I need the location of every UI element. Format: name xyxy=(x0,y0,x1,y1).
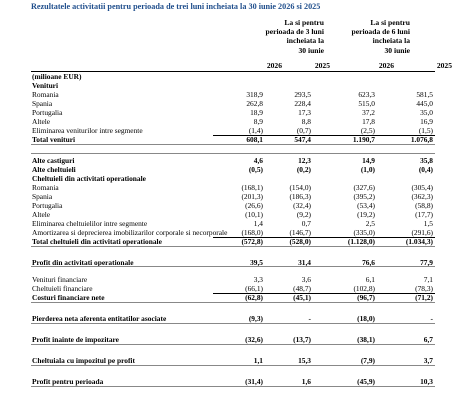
row-value: (102,8) xyxy=(353,284,375,293)
row-value: (66,1) xyxy=(245,284,263,293)
table-row xyxy=(31,201,435,210)
table-row xyxy=(31,192,435,201)
table-row xyxy=(31,284,435,293)
row-value: (26,6) xyxy=(245,201,263,210)
row-label: Romania xyxy=(32,183,59,192)
row-value: (18,0) xyxy=(357,314,375,323)
row-value: 4,6 xyxy=(253,156,263,165)
row-value: (528,0) xyxy=(289,237,311,246)
row-value: 262,8 xyxy=(246,99,263,108)
row-label: Portugalia xyxy=(32,108,63,117)
row-value: 39,5 xyxy=(250,258,263,267)
row-value: 17,8 xyxy=(362,117,375,126)
table-row xyxy=(31,228,435,237)
row-value: 6,7 xyxy=(423,335,433,344)
row-value: (186,3) xyxy=(289,192,311,201)
row-value: 17,3 xyxy=(298,108,311,117)
row-value: (32,6) xyxy=(245,335,263,344)
row-label: Venituri xyxy=(32,81,59,90)
row-value: (1,5) xyxy=(418,126,433,135)
row-value: (38,1) xyxy=(357,335,375,344)
section-rule xyxy=(31,246,435,247)
row-label: Amortizarea si deprecierea imobilizarilor corporale si necorporale xyxy=(32,228,228,237)
row-value: (1,4) xyxy=(248,126,263,135)
row-value: 6,1 xyxy=(365,275,375,284)
row-value: (0,4) xyxy=(418,165,433,174)
row-label: Cheltuieli financiare xyxy=(32,284,93,293)
row-value: (7,9) xyxy=(360,356,375,365)
row-value: (146,7) xyxy=(289,228,311,237)
row-value: (96,7) xyxy=(357,293,375,302)
row-label: Costuri financiare nete xyxy=(32,293,105,302)
row-value: 1,4 xyxy=(253,219,263,228)
row-value: (362,3) xyxy=(411,192,433,201)
table-row xyxy=(31,293,435,302)
section-rule xyxy=(31,323,435,324)
row-value: 8,9 xyxy=(253,117,263,126)
row-value: (32,4) xyxy=(293,201,311,210)
section-rule xyxy=(31,153,435,154)
row-value: (71,2) xyxy=(415,293,433,302)
row-label: Portugalia xyxy=(32,201,63,210)
table-row xyxy=(31,335,435,344)
table-row xyxy=(31,275,435,284)
year-header: 2025 xyxy=(314,61,330,70)
table-row xyxy=(31,108,435,117)
row-value: 318,9 xyxy=(246,90,263,99)
row-value: (305,4) xyxy=(411,183,433,192)
row-value: 293,5 xyxy=(294,90,311,99)
row-value: 608,1 xyxy=(246,135,263,144)
row-value: (154,0) xyxy=(289,183,311,192)
table-row xyxy=(31,135,435,144)
row-label: Pierderea neta aferenta entitatilor asociate xyxy=(32,314,167,323)
table-row xyxy=(31,210,435,219)
row-value: (17,7) xyxy=(415,210,433,219)
table-row xyxy=(31,117,435,126)
table-row xyxy=(31,165,435,174)
row-value: (9,2) xyxy=(296,210,311,219)
table-row xyxy=(31,72,435,81)
row-value: (1,0) xyxy=(360,165,375,174)
row-label: Eliminarea veniturilor intre segmente xyxy=(32,126,143,135)
row-value: (201,3) xyxy=(241,192,263,201)
row-value: (62,8) xyxy=(245,293,263,302)
row-label: (milioane EUR) xyxy=(32,72,82,81)
section-rule xyxy=(31,344,435,345)
row-value: 228,4 xyxy=(294,99,311,108)
row-value: 77,9 xyxy=(420,258,433,267)
row-value: (13,7) xyxy=(293,335,311,344)
row-value: (327,6) xyxy=(353,183,375,192)
table-row xyxy=(31,156,435,165)
row-label: Cheltuiala cu impozitul pe profit xyxy=(32,356,135,365)
table-row xyxy=(31,126,435,135)
row-value: (168,1) xyxy=(241,183,263,192)
row-value: 3,3 xyxy=(253,275,263,284)
row-value: (572,8) xyxy=(241,237,263,246)
row-value: 76,6 xyxy=(362,258,375,267)
table-row xyxy=(31,174,435,183)
section-rule xyxy=(31,386,435,387)
table-row xyxy=(31,90,435,99)
row-value: (58,8) xyxy=(415,201,433,210)
table-row xyxy=(31,377,435,386)
row-value: 16,9 xyxy=(420,117,433,126)
row-label: Altele xyxy=(32,210,51,219)
row-value: - xyxy=(430,314,433,323)
row-label: Total venituri xyxy=(32,135,76,144)
table-row xyxy=(31,219,435,228)
row-label: Spania xyxy=(32,99,53,108)
row-value: (45,9) xyxy=(357,377,375,386)
table-row xyxy=(31,356,435,365)
row-value: 3,7 xyxy=(423,356,433,365)
year-header: 2026 xyxy=(378,61,394,70)
row-value: 0,7 xyxy=(301,219,311,228)
row-value: 1,1 xyxy=(253,356,263,365)
row-value: (45,1) xyxy=(293,293,311,302)
row-value: 10,3 xyxy=(420,377,433,386)
row-value: 35,0 xyxy=(420,108,433,117)
table-row xyxy=(31,237,435,246)
row-value: 15,3 xyxy=(298,356,311,365)
row-value: 1.076,8 xyxy=(410,135,433,144)
row-label: Alte castiguri xyxy=(32,156,75,165)
row-value: (395,2) xyxy=(353,192,375,201)
row-value: (78,3) xyxy=(415,284,433,293)
row-value: (0,7) xyxy=(296,126,311,135)
row-value: (31,4) xyxy=(245,377,263,386)
row-value: 7,1 xyxy=(423,275,433,284)
row-value: - xyxy=(308,314,311,323)
row-value: 1,6 xyxy=(301,377,311,386)
row-label: Profit inainte de impozitare xyxy=(32,335,119,344)
row-value: (2,5) xyxy=(360,126,375,135)
row-label: Eliminarea cheltuielilor intre segmente xyxy=(32,219,148,228)
row-value: (9,3) xyxy=(248,314,263,323)
row-value: 1.190,7 xyxy=(352,135,375,144)
row-value: (48,7) xyxy=(293,284,311,293)
year-header: 2026 xyxy=(266,61,282,70)
row-value: (10,1) xyxy=(245,210,263,219)
row-value: 3,6 xyxy=(301,275,311,284)
row-value: 14,9 xyxy=(362,156,375,165)
row-label: Total cheltuieli din activitati operationale xyxy=(32,237,162,246)
row-value: 1,5 xyxy=(423,219,433,228)
row-value: (0,5) xyxy=(248,165,263,174)
table-row xyxy=(31,81,435,90)
row-value: (335,0) xyxy=(353,228,375,237)
section-rule xyxy=(31,144,435,145)
row-label: Altele xyxy=(32,117,51,126)
row-value: 12,3 xyxy=(298,156,311,165)
row-value: 37,2 xyxy=(362,108,375,117)
row-value: 515,0 xyxy=(358,99,375,108)
table-row xyxy=(31,99,435,108)
row-label: Profit din activitati operationale xyxy=(32,258,134,267)
row-label: Alte cheltuieli xyxy=(32,165,76,174)
column-group-3-months: La si pentru perioada de 3 luni incheiata la 30 iunie xyxy=(265,18,324,55)
row-label: Spania xyxy=(32,192,53,201)
year-header: 2025 xyxy=(436,61,452,70)
document-title: Rezultatele activitatii pentru perioada de trei luni incheiata la 30 iunie 2026 si 2025 xyxy=(31,2,321,11)
row-value: (53,4) xyxy=(357,201,375,210)
row-value: 31,4 xyxy=(298,258,311,267)
row-value: 623,3 xyxy=(358,90,375,99)
table-row xyxy=(31,183,435,192)
section-rule xyxy=(31,266,435,267)
row-value: (291,6) xyxy=(411,228,433,237)
row-value: 2,5 xyxy=(365,219,375,228)
section-rule xyxy=(31,365,435,366)
row-value: 445,0 xyxy=(416,99,433,108)
row-value: (0,2) xyxy=(296,165,311,174)
row-value: 35,8 xyxy=(420,156,433,165)
row-value: (1.128,0) xyxy=(347,237,375,246)
row-value: (168,0) xyxy=(241,228,263,237)
row-value: 18,9 xyxy=(250,108,263,117)
table-row xyxy=(31,314,435,323)
row-label: Venituri financiare xyxy=(32,275,88,284)
row-label: Profit pentru perioada xyxy=(32,377,104,386)
section-rule xyxy=(31,302,435,303)
row-value: (19,2) xyxy=(357,210,375,219)
row-label: Cheltuieli din activitati operationale xyxy=(32,174,146,183)
row-value: 581,5 xyxy=(416,90,433,99)
row-value: 547,4 xyxy=(294,135,311,144)
row-value: 8,8 xyxy=(301,117,311,126)
row-value: (1.034,3) xyxy=(405,237,433,246)
column-group-6-months: La si pentru perioada de 6 luni incheiata la 30 iunie xyxy=(351,18,410,55)
row-label: Romania xyxy=(32,90,59,99)
